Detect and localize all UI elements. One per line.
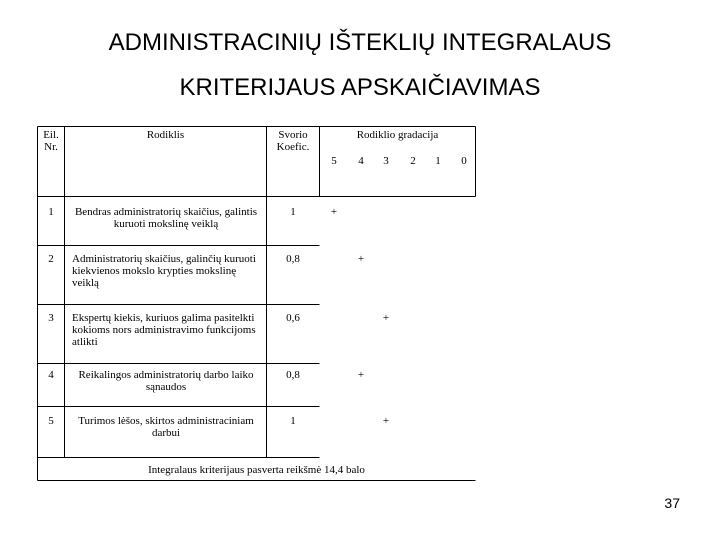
table-row-1-indicator: Bendras administratorių skaičius, galintis kuruoti mokslinę veiklą [74, 206, 258, 230]
header-number: Eil. Nr. [43, 129, 59, 153]
table-row-1-number: 1 [48, 206, 54, 218]
header-gradation: Rodiklio gradacija [356, 129, 439, 141]
table-row-5-weight: 1 [290, 415, 296, 427]
table-row-5-mark: + [382, 415, 390, 427]
table-row-2-number: 2 [48, 253, 54, 265]
table-row-2-weight: 0,8 [286, 253, 300, 265]
grade-4: 4 [358, 155, 364, 167]
table-footer-total: Integralaus kriterijaus pasverta reikšmė 14,4 balo [148, 464, 365, 476]
page-title-line-2: KRITERIJAUS APSKAIČIAVIMAS [179, 74, 541, 101]
table-row-3-weight: 0,6 [286, 312, 300, 324]
grade-2: 2 [410, 155, 416, 167]
grade-0: 0 [461, 155, 467, 167]
table-row-4-number: 4 [48, 369, 54, 381]
grade-5: 5 [331, 155, 337, 167]
table-row-4-weight: 0,8 [286, 369, 300, 381]
header-weight: Svorio Koefic. [276, 129, 310, 153]
grade-1: 1 [435, 155, 441, 167]
grade-3: 3 [383, 155, 389, 167]
table-row-2-mark: + [357, 253, 365, 265]
table-row-3-indicator: Ekspertų kiekis, kuriuos galima pasitelkti kokioms nors administravimo funkcijoms atlikti [72, 312, 256, 348]
table-row-1-mark: + [330, 206, 338, 218]
page-number: 37 [664, 495, 680, 511]
table-row-2-indicator: Administratorių skaičius, galinčių kuruoti kiekvienos mokslo krypties mokslinę veiklą [72, 253, 256, 289]
table-row-1-weight: 1 [290, 206, 296, 218]
table-row-4-mark: + [357, 369, 365, 381]
page-title-line-1: ADMINISTRACINIŲ IŠTEKLIŲ INTEGRALAUS [108, 29, 612, 56]
header-indicator: Rodiklis [146, 129, 185, 141]
table-row-5-indicator: Turimos lėšos, skirtos administraciniam darbui [78, 415, 254, 439]
table-row-4-indicator: Reikalingos administratorių darbo laiko sąnaudos [78, 369, 254, 393]
table-row-3-number: 3 [48, 312, 54, 324]
table-row-3-mark: + [382, 312, 390, 324]
table-row-5-number: 5 [48, 415, 54, 427]
